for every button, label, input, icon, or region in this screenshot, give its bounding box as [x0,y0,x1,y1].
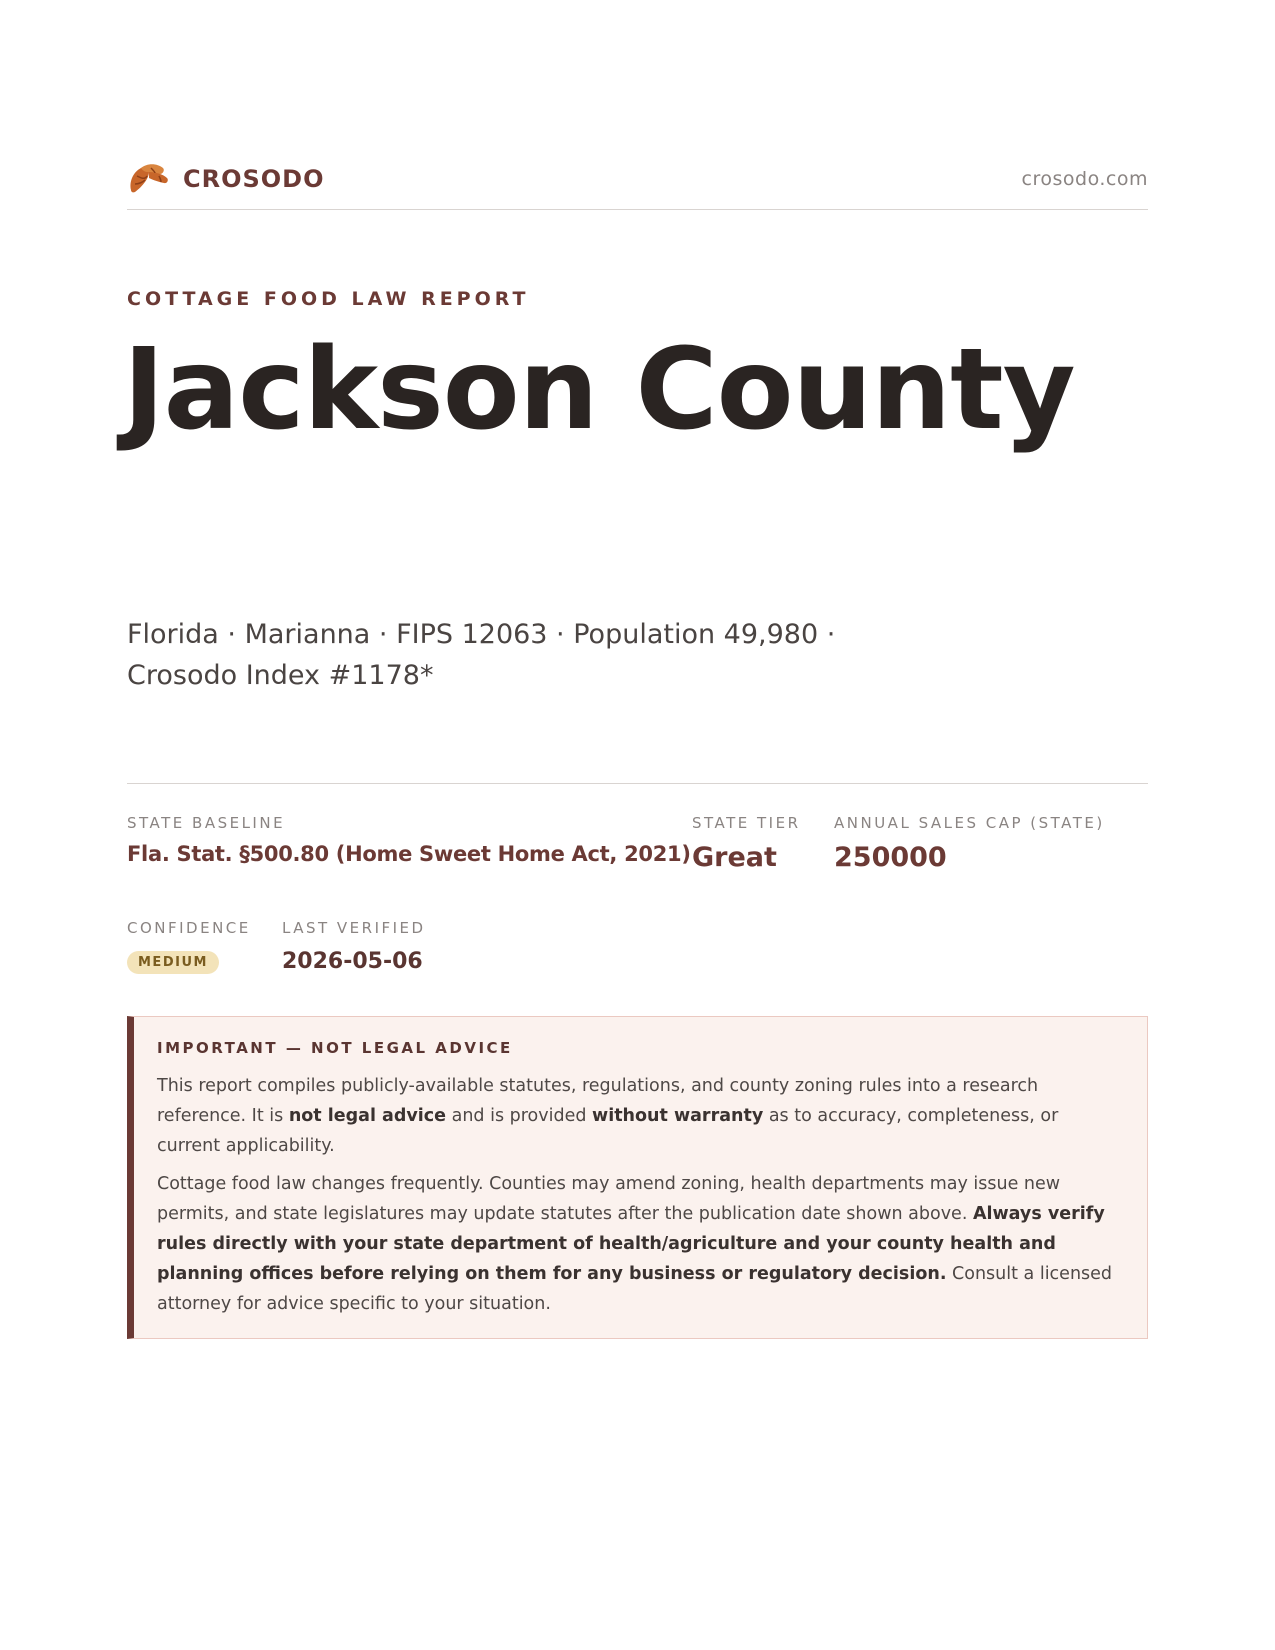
notice-emphasis: Always verify rules directly with your state department of health/agriculture and your county health and planning offices before relying on them for any business or regulatory decision. [157,1204,1105,1284]
last-verified-value: 2026-05-06 [282,949,423,974]
brand[interactable] [127,160,325,198]
notice-text: Consult a licensed attorney for advice specific to your situation. [157,1264,1113,1314]
sales-cap-field [834,814,1105,873]
page-title: Jackson County [123,325,1075,455]
state-baseline-value: Fla. Stat. §500.80 (Home Sweet Home Act, 2021) [127,842,691,866]
last-verified-field [282,919,426,974]
state-tier-label: STATE TIER [692,814,801,832]
confidence-label: CONFIDENCE [127,919,251,937]
sales-cap-value: 250000 [834,842,947,873]
state-tier-field [692,814,801,873]
notice-emphasis: without warranty [592,1106,764,1126]
county-summary: Florida · Marianna · FIPS 12063 · Population 49,980 · Crosodo Index #1178* [127,619,836,691]
croissant-icon [127,160,171,198]
page-header [127,158,1148,210]
notice-paragraph-2 [157,1169,1123,1319]
section-divider [127,783,1148,784]
last-verified-label: LAST VERIFIED [282,919,426,937]
brand-name: CROSODO [183,165,325,193]
notice-text: This report compiles publicly-available statutes, regulations, and county zoning rules into a research reference. It is [157,1076,1039,1126]
state-baseline-label: STATE BASELINE [127,814,286,832]
site-url-link[interactable]: crosodo.com [1021,168,1148,190]
report-kicker: COTTAGE FOOD LAW REPORT [127,288,530,310]
notice-text: Cottage food law changes frequently. Counties may amend zoning, health departments may issue new permits, and state legislatures may update statutes after the publication date shown above. [157,1174,1061,1224]
state-baseline-field [127,814,691,866]
confidence-field [127,919,251,974]
notice-paragraph-1 [157,1071,1123,1161]
notice-title: IMPORTANT — NOT LEGAL ADVICE [157,1039,513,1057]
report-page [123,0,1148,1650]
notice-emphasis: not legal advice [288,1106,447,1126]
notice-text: and is provided [446,1106,593,1126]
notice-text: as to accuracy, completeness, or current applicability. [157,1106,1059,1156]
legal-notice [127,1016,1148,1339]
confidence-badge: MEDIUM [127,951,219,974]
state-tier-value: Great [692,842,777,873]
sales-cap-label: ANNUAL SALES CAP (STATE) [834,814,1105,832]
